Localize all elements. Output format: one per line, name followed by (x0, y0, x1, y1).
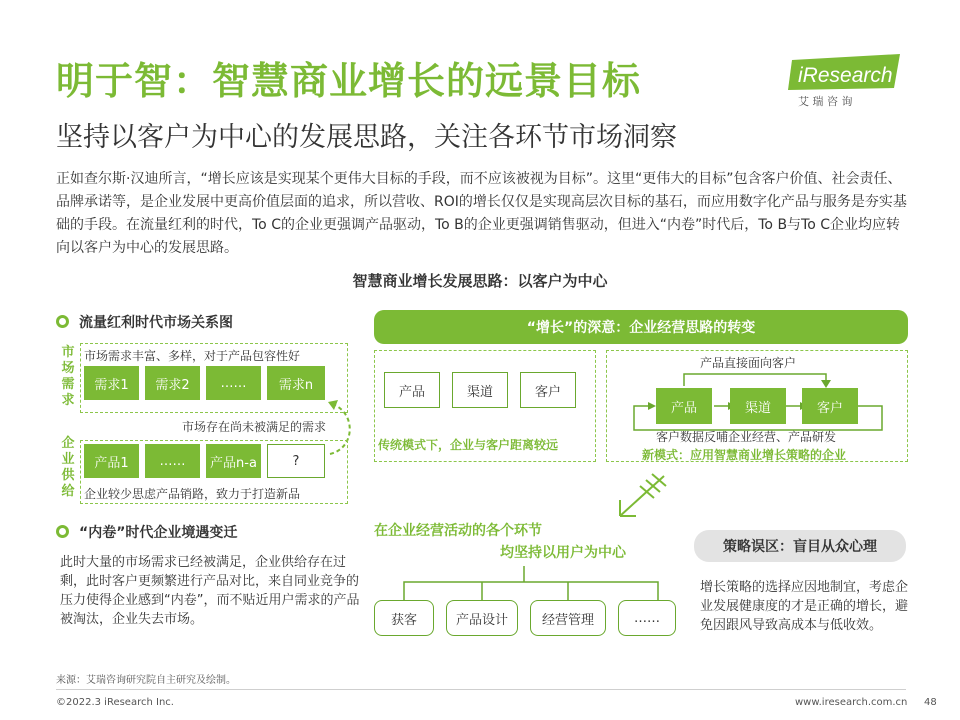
stage-more: …… (618, 600, 676, 636)
section-involution-title: “内卷”时代企业境遇变迁 (56, 522, 237, 542)
demand-box: …… (206, 366, 261, 400)
market-demand-label: 市场需求 (61, 345, 75, 408)
new-model-bottom-label: 客户数据反哺企业经营、产品研发 (656, 430, 837, 444)
product-box: …… (145, 444, 200, 478)
strategy-misconception-desc: 增长策略的选择应因地制宜，考虑企业发展健康度的才是正确的增长，避免因跟风导致高成本与低收效。 (700, 580, 909, 633)
stage-operations: 经营管理 (530, 600, 606, 636)
website: www.iresearch.com.cn (795, 697, 908, 708)
demand-box: 需求2 (145, 366, 200, 400)
product-box: 产品n-a (206, 444, 261, 478)
intro-paragraph: 正如查尔斯·汉迪所言，“增长应该是实现某个更伟大目标的手段，而不应该被视为目标”。这里“更伟大的目标”包含客户价值、社会责任、品牌承诺等，是企业发展中更高价值层面的追求，所以营收、ROI的增长仅仅是实现高层次目标的基石，而应用数字化产品与服务是夯实基础的手段。在流量红利的时代，To C的企业更强调产品驱动，To B的企业更强调销售驱动，但进入“内卷”时代后，To B与To C企业均应转向以客户为中心的发展思路。 (56, 171, 907, 256)
source-note: 来源：艾瑞咨询研究院自主研究及绘制。 (56, 675, 236, 686)
traditional-channel-box: 渠道 (452, 372, 508, 408)
growth-meaning-banner: “增长”的深意：企业经营思路的转变 (374, 310, 908, 344)
stages-bracket (374, 562, 674, 602)
product-box: 产品1 (84, 444, 139, 478)
market-demand-desc: 市场需求丰富、多样，对于产品包容性好 (84, 349, 301, 363)
enterprise-supply-desc: 企业较少思虑产品销路，致力于打造新品 (84, 487, 301, 501)
bullet-circle-icon (56, 525, 69, 538)
stages-line-2: 均坚持以用户为中心 (500, 545, 626, 561)
unknown-product-box: ? (267, 444, 325, 478)
footer-divider (56, 689, 906, 690)
strategy-misconception-pill: 策略误区：盲目从众心理 (694, 530, 906, 562)
demand-box: 需求1 (84, 366, 139, 400)
stage-product-design: 产品设计 (446, 600, 518, 636)
logo-brand-text: iResearch (798, 64, 893, 87)
stages-line-1: 在企业经营活动的各个环节 (374, 523, 542, 539)
new-model-caption: 新模式：应用智慧商业增长策略的企业 (642, 448, 847, 462)
logo-graphic (788, 52, 906, 110)
page-number: 48 (924, 697, 937, 708)
diagram-title: 智慧商业增长发展思路：以客户为中心 (352, 272, 608, 290)
bullet-circle-icon (56, 315, 69, 328)
copyright: ©2022.3 iResearch Inc. (56, 697, 174, 708)
new-product-box: 产品 (656, 388, 712, 424)
page-title: 明于智：智慧商业增长的远景目标 (56, 59, 642, 103)
diagonal-down-arrow-icon (606, 470, 676, 524)
section-market-relation-title: 流量红利时代市场关系图 (56, 312, 233, 332)
iresearch-logo (788, 52, 906, 110)
new-model-top-label: 产品直接面向客户 (700, 356, 797, 370)
logo-cn-text: 艾 瑞 咨 询 (798, 95, 853, 108)
new-customer-box: 客户 (802, 388, 858, 424)
traditional-product-box: 产品 (384, 372, 440, 408)
traditional-customer-box: 客户 (520, 372, 576, 408)
demand-box: 需求n (267, 366, 325, 400)
unmet-demand-note: 市场存在尚未被满足的需求 (182, 420, 327, 434)
stage-acquisition: 获客 (374, 600, 434, 636)
traditional-model-caption: 传统模式下，企业与客户距离较远 (378, 438, 559, 452)
involution-desc: 此时大量的市场需求已经被满足，企业供给存在过剩，此时客户更频繁进行产品对比，来自同业竞争的压力使得企业感到“内卷”，而不贴近用户需求的产品被淘汰，企业失去市场。 (60, 555, 360, 627)
page-subtitle: 坚持以客户为中心的发展思路，关注各环节市场洞察 (56, 122, 677, 153)
enterprise-supply-label: 企业供给 (61, 436, 75, 499)
new-channel-box: 渠道 (730, 388, 786, 424)
